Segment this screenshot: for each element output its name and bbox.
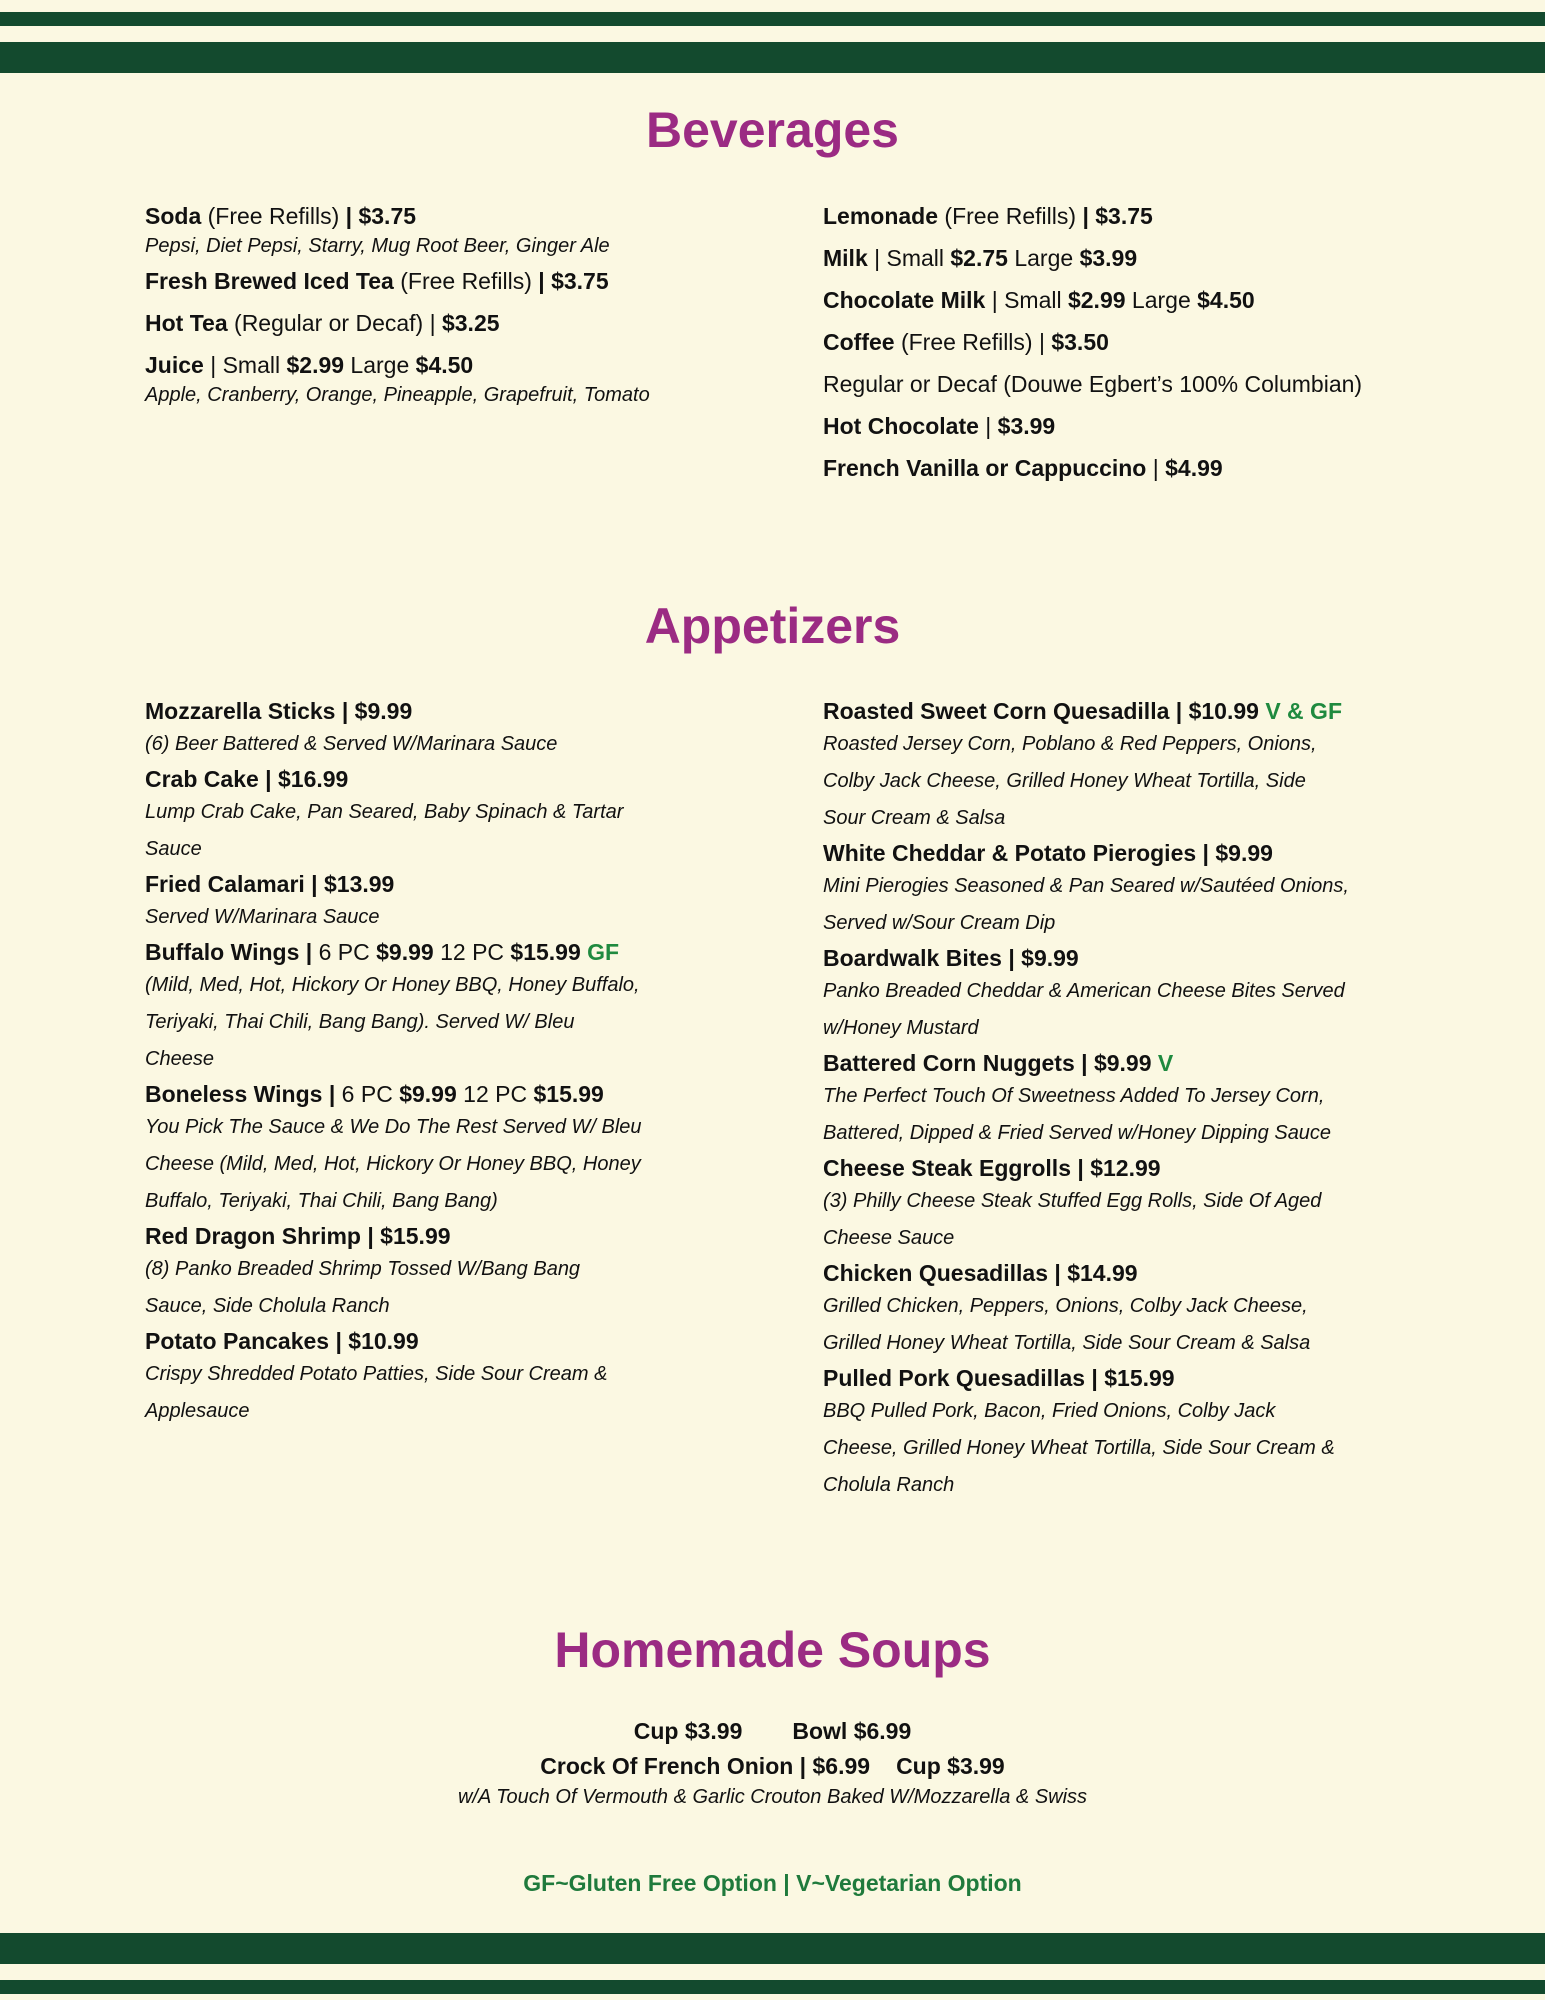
appetizer-desc-line: Teriyaki, Thai Chili, Bang Bang). Served W/ Bleu: [145, 1011, 575, 1033]
beverage-french-vanilla: French Vanilla or Cappuccino | $4.99: [823, 455, 1223, 481]
appetizer-desc: [145, 726, 745, 763]
beverage-hot-tea: Hot Tea (Regular or Decaf) | $3.25: [145, 310, 500, 336]
dietary-tag: GF: [580, 939, 620, 965]
appetizer-desc-line: Panko Breaded Cheddar & American Cheese Bites Served: [823, 980, 1345, 1002]
appetizer-title: Boardwalk Bites | $9.99: [823, 945, 1079, 971]
appetizer-desc-line: Served w/Sour Cream Dip: [823, 912, 1056, 934]
appetizer-desc-line: Cheese, Grilled Honey Wheat Tortilla, Side Sour Cream &: [823, 1437, 1335, 1459]
appetizer-title: Chicken Quesadillas | $14.99: [823, 1260, 1138, 1286]
appetizer-desc-line: Cheese: [145, 1048, 214, 1070]
appetizer-title: White Cheddar & Potato Pierogies | $9.99: [823, 840, 1273, 866]
appetizer-desc-line: Roasted Jersey Corn, Poblano & Red Peppers, Onions,: [823, 733, 1317, 755]
french-onion-prices: [0, 1753, 1545, 1780]
soup-prices: [0, 1718, 1545, 1745]
appetizer-desc-line: w/Honey Mustard: [823, 1017, 979, 1039]
appetizer-desc-line: Lump Crab Cake, Pan Seared, Baby Spinach & Tartar: [145, 801, 624, 823]
appetizer-title: Mozzarella Sticks | $9.99: [145, 698, 413, 724]
appetizers-left-column: [145, 697, 745, 1432]
appetizer-desc: [823, 1078, 1423, 1152]
appetizer-desc-line: Served W/Marinara Sauce: [145, 906, 380, 928]
appetizer-desc-line: Sour Cream & Salsa: [823, 807, 1006, 829]
appetizer-desc-line: Sauce: [145, 838, 202, 860]
appetizer-desc: [823, 1183, 1423, 1257]
soup-cup-price: Cup $3.99: [633, 1718, 743, 1744]
french-onion-cup-price: Cup $3.99: [896, 1753, 1005, 1779]
appetizer-title: Potato Pancakes | $10.99: [145, 1328, 419, 1354]
appetizer-desc-line: Cheese Sauce: [823, 1227, 955, 1249]
appetizer-desc-line: Mini Pierogies Seasoned & Pan Seared w/Sautéed Onions,: [823, 875, 1349, 897]
soup-bowl-price: Bowl $6.99: [792, 1718, 912, 1744]
beverage-soda: Soda (Free Refills) | $3.75: [145, 203, 417, 229]
beverage-juice: Juice | Small $2.99 Large $4.50: [145, 352, 474, 378]
appetizer-desc: [823, 868, 1423, 942]
dietary-tag: V: [1151, 1050, 1174, 1076]
bottom-border-thin: [0, 1980, 1545, 1994]
top-border-thick: [0, 42, 1545, 73]
dietary-legend: GF~Gluten Free Option | V~Vegetarian Option: [523, 1870, 1022, 1896]
appetizer-desc: [145, 1251, 745, 1325]
appetizer-desc-line: Colby Jack Cheese, Grilled Honey Wheat Tortilla, Side: [823, 770, 1306, 792]
appetizer-desc-line: Sauce, Side Cholula Ranch: [145, 1295, 390, 1317]
appetizer-title: Red Dragon Shrimp | $15.99: [145, 1223, 451, 1249]
appetizers-heading: Appetizers: [644, 598, 901, 654]
beverage-coffee: Coffee (Free Refills) | $3.50: [823, 329, 1109, 355]
beverage-chocolate-milk: Chocolate Milk | Small $2.99 Large $4.50: [823, 287, 1255, 313]
appetizer-title: Cheese Steak Eggrolls | $12.99: [823, 1155, 1161, 1181]
appetizer-desc-line: Applesauce: [145, 1400, 250, 1422]
appetizer-title: Pulled Pork Quesadillas | $15.99: [823, 1365, 1175, 1391]
appetizer-desc: [823, 1288, 1423, 1362]
appetizer-desc-line: Crispy Shredded Potato Patties, Side Sour Cream &: [145, 1363, 608, 1385]
appetizer-desc: [145, 1109, 745, 1220]
appetizer-desc: [823, 726, 1423, 837]
appetizer-title: Battered Corn Nuggets | $9.99 V: [823, 1050, 1174, 1076]
appetizer-desc-line: Cheese (Mild, Med, Hot, Hickory Or Honey BBQ, Honey: [145, 1153, 641, 1175]
top-border-thin: [0, 12, 1545, 26]
appetizer-title: Boneless Wings | 6 PC $9.99 12 PC $15.99: [145, 1081, 604, 1107]
french-onion-crock-price: Crock Of French Onion | $6.99: [540, 1753, 871, 1779]
soups-heading: Homemade Soups: [554, 1622, 991, 1678]
beverage-iced-tea: Fresh Brewed Iced Tea (Free Refills) | $3.75: [145, 268, 609, 294]
appetizer-desc: [823, 973, 1423, 1047]
appetizer-desc: [145, 967, 745, 1078]
dietary-tag: V & GF: [1258, 698, 1342, 724]
appetizer-desc-line: Buffalo, Teriyaki, Thai Chili, Bang Bang): [145, 1190, 498, 1212]
appetizer-title: Fried Calamari | $13.99: [145, 871, 395, 897]
appetizer-desc-line: Grilled Chicken, Peppers, Onions, Colby Jack Cheese,: [823, 1295, 1308, 1317]
appetizer-desc: [145, 899, 745, 936]
appetizer-desc-line: The Perfect Touch Of Sweetness Added To Jersey Corn,: [823, 1085, 1325, 1107]
appetizer-title: Crab Cake | $16.99: [145, 766, 349, 792]
beverage-milk: Milk | Small $2.75 Large $3.99: [823, 245, 1138, 271]
appetizer-desc-line: (Mild, Med, Hot, Hickory Or Honey BBQ, Honey Buffalo,: [145, 974, 640, 996]
beverage-soda-desc: Pepsi, Diet Pepsi, Starry, Mug Root Beer, Ginger Ale: [145, 235, 610, 257]
appetizer-desc-line: (3) Philly Cheese Steak Stuffed Egg Rolls, Side Of Aged: [823, 1190, 1322, 1212]
appetizers-right-column: [823, 697, 1423, 1506]
french-onion-desc: w/A Touch Of Vermouth & Garlic Crouton Baked W/Mozzarella & Swiss: [457, 1786, 1088, 1808]
beverages-left-column: [145, 202, 745, 416]
appetizer-desc-line: (8) Panko Breaded Shrimp Tossed W/Bang Bang: [145, 1258, 581, 1280]
beverage-juice-desc: Apple, Cranberry, Orange, Pineapple, Grapefruit, Tomato: [145, 384, 650, 406]
beverage-coffee-desc: Regular or Decaf (Douwe Egbert’s 100% Columbian): [823, 371, 1363, 397]
beverage-hot-chocolate: Hot Chocolate | $3.99: [823, 413, 1056, 439]
appetizer-desc-line: Cholula Ranch: [823, 1474, 955, 1496]
appetizer-desc-line: Battered, Dipped & Fried Served w/Honey Dipping Sauce: [823, 1122, 1332, 1144]
appetizer-desc-line: You Pick The Sauce & We Do The Rest Served W/ Bleu: [145, 1116, 642, 1138]
beverages-right-column: [823, 202, 1423, 496]
appetizer-desc-line: Grilled Honey Wheat Tortilla, Side Sour Cream & Salsa: [823, 1332, 1311, 1354]
beverages-heading: Beverages: [646, 102, 899, 158]
appetizer-desc: [823, 1393, 1423, 1504]
appetizer-title: Buffalo Wings | 6 PC $9.99 12 PC $15.99 GF: [145, 939, 620, 965]
appetizer-title: Roasted Sweet Corn Quesadilla | $10.99 V & GF: [823, 698, 1342, 724]
appetizer-desc: [145, 1356, 745, 1430]
appetizer-desc: [145, 794, 745, 868]
beverage-lemonade: Lemonade (Free Refills) | $3.75: [823, 203, 1153, 229]
appetizer-desc-line: BBQ Pulled Pork, Bacon, Fried Onions, Colby Jack: [823, 1400, 1276, 1422]
appetizer-desc-line: (6) Beer Battered & Served W/Marinara Sauce: [145, 733, 558, 755]
bottom-border-thick: [0, 1933, 1545, 1964]
